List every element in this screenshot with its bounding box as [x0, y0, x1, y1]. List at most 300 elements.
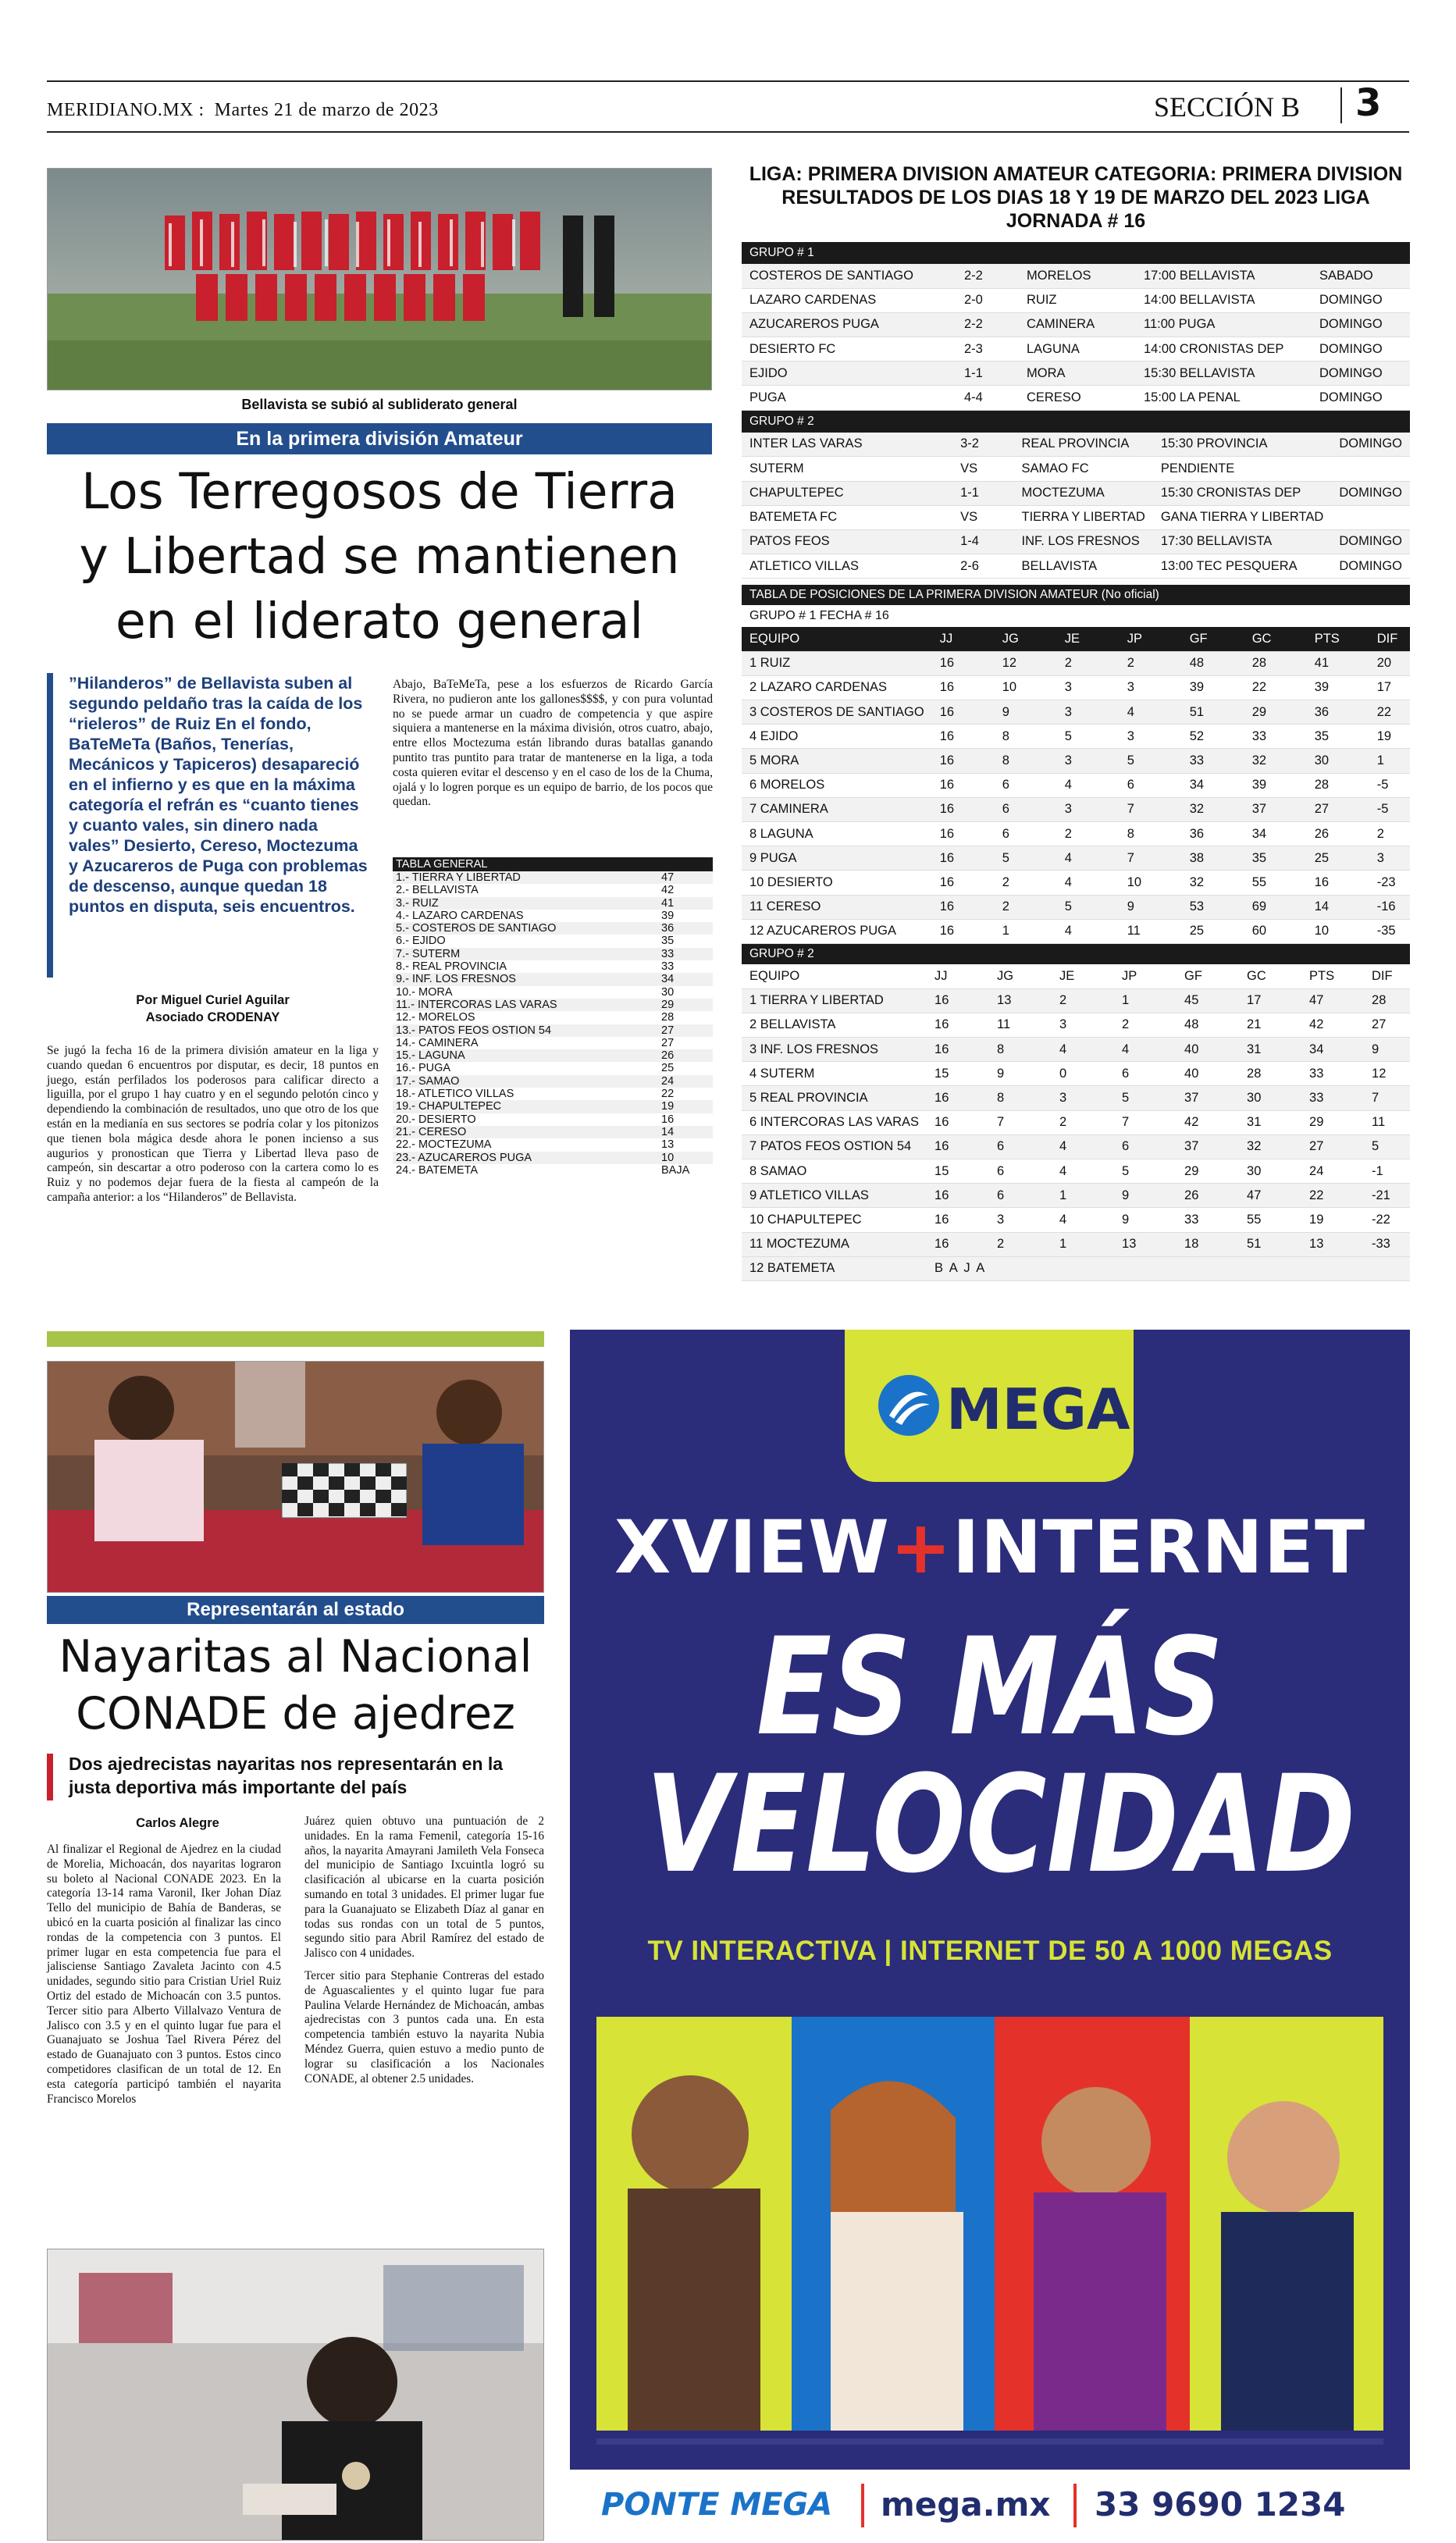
- standings-stat: 37: [1177, 1134, 1239, 1159]
- standings-stat: 39: [1307, 675, 1369, 700]
- standings-column-header: JP: [1120, 627, 1182, 651]
- result-home-team: DESIERTO FC: [742, 337, 956, 362]
- standings-stat: 8: [995, 749, 1057, 773]
- ad-slogan-line2: VELOCIDAD: [645, 1746, 1356, 1903]
- result-row: [742, 529, 1410, 554]
- standings-team: 4 EJIDO: [742, 725, 932, 749]
- general-table-points: 25: [661, 1062, 675, 1075]
- standings-stat: 11: [989, 1013, 1052, 1037]
- results-block: [742, 242, 1410, 579]
- result-day: DOMINGO: [1331, 433, 1410, 457]
- result-venue: 17:00 BELLAVISTA: [1136, 264, 1312, 288]
- results-group2-table: [742, 433, 1410, 579]
- standings-stat: 16: [932, 725, 995, 749]
- result-row: [742, 457, 1410, 481]
- general-table-team: 3.- RUIZ: [393, 897, 658, 910]
- result-home-team: PUGA: [742, 386, 956, 410]
- standings-stat: -33: [1364, 1232, 1410, 1256]
- article1-headline-line2: y Libertad se mantienen: [79, 528, 680, 585]
- result-row: [742, 264, 1410, 288]
- standings-stat: 5: [1120, 749, 1182, 773]
- general-table-points: 33: [661, 960, 675, 974]
- standings-header-row: [742, 964, 1410, 988]
- general-table-row: [393, 910, 713, 922]
- section-label: SECCIÓN B: [1154, 91, 1301, 123]
- standings-stat: 39: [1182, 675, 1244, 700]
- standings-stat: 38: [1182, 846, 1244, 871]
- standings-team: 9 ATLETICO VILLAS: [742, 1184, 927, 1208]
- result-home-team: PATOS FEOS: [742, 529, 952, 554]
- article1-headline: [47, 459, 712, 654]
- article2-deck: Dos ajedrecistas nayaritas nos representarán en la justa deportiva más importante del país: [69, 1754, 504, 1797]
- standings-stat: -35: [1369, 919, 1410, 943]
- general-table-team: 18.- ATLETICO VILLAS: [396, 1088, 514, 1101]
- standings-stat: 22: [1369, 700, 1410, 725]
- general-table-grid: [393, 871, 713, 1177]
- standings-stat: 60: [1244, 919, 1307, 943]
- standings-stat: 4: [1057, 871, 1120, 895]
- result-day: DOMINGO: [1312, 386, 1410, 410]
- standings-stat: 3: [1057, 700, 1120, 725]
- standings-stat: 3: [989, 1208, 1052, 1232]
- standings-stat: 16: [927, 1232, 989, 1256]
- article2-headline-line2: CONADE de ajedrez: [76, 1688, 515, 1740]
- result-row: [742, 337, 1410, 362]
- article1-byline: [47, 992, 379, 1026]
- result-home-team: COSTEROS DE SANTIAGO: [742, 264, 956, 288]
- standings-row: [742, 749, 1410, 773]
- chess-photo: [47, 1361, 544, 1593]
- standings-stat: 10: [1120, 871, 1182, 895]
- result-away-team: SAMAO FC: [1013, 457, 1152, 481]
- article2-byline: Carlos Alegre: [136, 1816, 219, 1830]
- standings-stat: 16: [932, 651, 995, 675]
- result-away-team: RUIZ: [1019, 288, 1136, 312]
- standings-stat: 6: [995, 797, 1057, 821]
- standings-stat: 55: [1239, 1208, 1301, 1232]
- result-score: VS: [952, 505, 1013, 529]
- standings-stat: 16: [1307, 871, 1369, 895]
- general-table-team: 13.- PATOS FEOS OSTION 54: [393, 1024, 658, 1037]
- standings-stat: 2: [995, 871, 1057, 895]
- standings-team: 2 LAZARO CARDENAS: [742, 675, 932, 700]
- general-table-row: [393, 1126, 713, 1138]
- standings-stat: 32: [1182, 871, 1244, 895]
- result-row: [742, 433, 1410, 457]
- standings-stat: -1: [1364, 1159, 1410, 1183]
- standings-stat: 4: [1114, 1038, 1177, 1062]
- result-row: [742, 288, 1410, 312]
- standings-stat: 33: [1244, 725, 1307, 749]
- standings-stat: 51: [1239, 1232, 1301, 1256]
- standings-stat: 16: [927, 1013, 989, 1037]
- general-table-row: [393, 1164, 713, 1177]
- standings-stat: 12: [995, 651, 1057, 675]
- result-venue: 15:00 LA PENAL: [1136, 386, 1312, 410]
- standings-stat: 55: [1244, 871, 1307, 895]
- general-table-team: 4.- LAZARO CARDENAS: [396, 909, 524, 922]
- standings-stat: 7: [1120, 797, 1182, 821]
- standings-stat: 17: [1369, 675, 1410, 700]
- standings-stat: 14: [1307, 895, 1369, 919]
- standings-stat: 33: [1301, 1086, 1364, 1110]
- standings-column-header: PTS: [1307, 627, 1369, 651]
- baja-text: B A J A: [927, 1256, 1410, 1280]
- standings-team: 8 LAGUNA: [742, 822, 932, 846]
- general-table-team: 10.- MORA: [396, 985, 453, 999]
- result-row: [742, 554, 1410, 579]
- standings-row: [742, 1013, 1410, 1037]
- standings-row: [742, 846, 1410, 871]
- general-table-team: 9.- INF. LOS FRESNOS: [393, 973, 658, 985]
- standings-stat: 21: [1239, 1013, 1301, 1037]
- general-table-row: [393, 1024, 713, 1037]
- ad-slogan: [645, 1608, 1356, 1903]
- result-day: [1331, 457, 1410, 481]
- standings-row: [742, 1208, 1410, 1232]
- standings-row: [742, 797, 1410, 821]
- article1-headline-line1: Los Terregosos de Tierra: [81, 463, 678, 520]
- standings-team: 12 AZUCAREROS PUGA: [742, 919, 932, 943]
- standings-stat: 9: [1114, 1184, 1177, 1208]
- standings-stat: 31: [1239, 1110, 1301, 1134]
- standings-stat: 6: [995, 822, 1057, 846]
- general-table-row: [393, 1011, 713, 1024]
- standings-stat: 33: [1177, 1208, 1239, 1232]
- general-table-team: 20.- DESIERTO: [396, 1113, 476, 1126]
- article2-top-bar: [47, 1331, 544, 1347]
- standings-stat: 9: [1114, 1208, 1177, 1232]
- standings-column-header: JJ: [927, 964, 989, 988]
- general-table-row: [393, 897, 713, 910]
- standings-team: 2 BELLAVISTA: [742, 1013, 927, 1037]
- result-away-team: INF. LOS FRESNOS: [1013, 529, 1152, 554]
- general-table-row: [393, 999, 713, 1011]
- standings-row: [742, 651, 1410, 675]
- result-away-team: CAMINERA: [1019, 312, 1136, 337]
- result-away-team: REAL PROVINCIA: [1013, 433, 1152, 457]
- result-score: 2-2: [956, 312, 1019, 337]
- general-table-points: 10: [658, 1152, 713, 1164]
- general-table-points: 16: [661, 1113, 675, 1126]
- standings-stat: 47: [1301, 988, 1364, 1013]
- general-table-team: 2.- BELLAVISTA: [396, 884, 479, 897]
- standings-column-header: JG: [995, 627, 1057, 651]
- results-group1-label: GRUPO # 1: [742, 242, 1410, 264]
- standings-column-header: JE: [1057, 627, 1120, 651]
- standings-row: [742, 895, 1410, 919]
- general-table-points: 36: [658, 922, 713, 935]
- standings-row: [742, 675, 1410, 700]
- standings-stat: 42: [1177, 1110, 1239, 1134]
- result-venue: 15:30 BELLAVISTA: [1136, 362, 1312, 386]
- general-table-points: 14: [658, 1126, 713, 1138]
- article2-deck-accent: [47, 1754, 53, 1800]
- general-table-points: 13: [661, 1138, 675, 1152]
- general-table-row: [393, 1049, 713, 1062]
- result-venue: 17:30 BELLAVISTA: [1153, 529, 1332, 554]
- result-day: DOMINGO: [1312, 312, 1410, 337]
- standings-team: 3 INF. LOS FRESNOS: [742, 1038, 927, 1062]
- standings-stat: 5: [1114, 1086, 1177, 1110]
- result-home-team: EJIDO: [742, 362, 956, 386]
- general-table-points: BAJA: [661, 1163, 690, 1177]
- standings-stat: 3: [1120, 675, 1182, 700]
- general-table-row: [393, 973, 713, 985]
- standings-row: [742, 988, 1410, 1013]
- general-table-points: 27: [661, 1036, 675, 1049]
- standings-stat: 2: [1057, 651, 1120, 675]
- mega-logo-swoosh: [878, 1375, 939, 1436]
- standings-row: [742, 1110, 1410, 1134]
- standings-stat: 16: [932, 749, 995, 773]
- standings-stat: -21: [1364, 1184, 1410, 1208]
- result-day: DOMINGO: [1331, 554, 1410, 579]
- result-away-team: MORA: [1019, 362, 1136, 386]
- standings-team: 7 CAMINERA: [742, 797, 932, 821]
- standings-stat: 16: [927, 1038, 989, 1062]
- result-day: DOMINGO: [1312, 288, 1410, 312]
- standings-stat: 22: [1301, 1184, 1364, 1208]
- standings-stat: 6: [1120, 773, 1182, 797]
- result-day: DOMINGO: [1331, 529, 1410, 554]
- general-table-team: 12.- MORELOS: [396, 1011, 475, 1024]
- standings-column-header: GF: [1182, 627, 1244, 651]
- standings-stat: 13: [1114, 1232, 1177, 1256]
- article1-kicker: En la primera división Amateur: [47, 423, 712, 454]
- general-table: [393, 857, 713, 1177]
- standings-stat: 2: [1057, 822, 1120, 846]
- standings-column-header: GC: [1244, 627, 1307, 651]
- ad-footer-site: mega.mx: [881, 2485, 1051, 2523]
- result-away-team: MOCTEZUMA: [1013, 481, 1152, 505]
- results-title: LIGA: PRIMERA DIVISION AMATEUR CATEGORIA: PRIMERA DIVISION RESULTADOS DE LOS DIAS 18 Y 19 DE MARZO DEL 2023 LIGA JORNADA # 16: [749, 163, 1403, 232]
- results-group1-table: [742, 264, 1410, 411]
- general-table-points: 33: [658, 948, 713, 960]
- result-away-team: CERESO: [1019, 386, 1136, 410]
- standings-team: 6 MORELOS: [742, 773, 932, 797]
- standings-stat: 16: [932, 822, 995, 846]
- general-table-row: [393, 1113, 713, 1126]
- general-table-row: [393, 884, 713, 896]
- standings-column-header: JE: [1052, 964, 1114, 988]
- general-table-points: 30: [661, 985, 675, 999]
- article2-headline-line1: Nayaritas al Nacional: [59, 1631, 532, 1683]
- standings-stat: 36: [1307, 700, 1369, 725]
- byline-role: Asociado CRODENAY: [145, 1010, 280, 1024]
- standings-stat: 3: [1052, 1013, 1114, 1037]
- standings-stat: 16: [932, 700, 995, 725]
- standings-stat: 2: [1114, 1013, 1177, 1037]
- general-table-points: 47: [658, 871, 713, 884]
- ad-people-panels: [596, 2017, 1383, 2431]
- standings-baja-row: [742, 1256, 1410, 1280]
- standings-stat: 9: [1364, 1038, 1410, 1062]
- standings-stat: 35: [1244, 846, 1307, 871]
- ad-headline-internet: INTERNET: [952, 1505, 1366, 1590]
- standings-team: 3 COSTEROS DE SANTIAGO: [742, 700, 932, 725]
- standings-stat: 16: [927, 1110, 989, 1134]
- standings-stat: 16: [932, 773, 995, 797]
- standings-stat: 29: [1244, 700, 1307, 725]
- standings-row: [742, 725, 1410, 749]
- ad-tagline: TV INTERACTIVA | INTERNET DE 50 A 1000 MEGAS: [647, 1936, 1333, 1966]
- standings-block: [742, 585, 1410, 1281]
- ad-people-illustration: [596, 2017, 1383, 2431]
- standings-stat: 13: [989, 988, 1052, 1013]
- standings-team: 5 MORA: [742, 749, 932, 773]
- standings-stat: 32: [1182, 797, 1244, 821]
- standings-stat: 2: [1369, 822, 1410, 846]
- general-table-points: 39: [661, 909, 675, 922]
- standings-stat: 27: [1364, 1013, 1410, 1037]
- standings-stat: 5: [1114, 1159, 1177, 1183]
- standings-stat: 9: [995, 700, 1057, 725]
- standings-stat: 4: [1120, 700, 1182, 725]
- standings-team: 11 CERESO: [742, 895, 932, 919]
- article2-body-col2: [304, 1815, 544, 2086]
- general-table-team: 19.- CHAPULTEPEC: [393, 1100, 658, 1113]
- standings-column-header: PTS: [1301, 964, 1364, 988]
- standings-stat: 16: [932, 895, 995, 919]
- standings-stat: 4: [1052, 1159, 1114, 1183]
- general-table-points: 26: [658, 1049, 713, 1062]
- result-home-team: INTER LAS VARAS: [742, 433, 952, 457]
- standings-stat: 37: [1177, 1086, 1239, 1110]
- standings-row: [742, 1159, 1410, 1183]
- standings-stat: 7: [989, 1110, 1052, 1134]
- general-table-team: 21.- CERESO: [393, 1126, 658, 1138]
- general-table-team: 6.- EJIDO: [396, 935, 446, 948]
- standings-stat: -23: [1369, 871, 1410, 895]
- ad-brand: MEGA: [946, 1377, 1130, 1442]
- standings-stat: 28: [1364, 988, 1410, 1013]
- standings-stat: 16: [932, 675, 995, 700]
- article1-body-col1: Se jugó la fecha 16 de la primera división amateur en la liga y cuando quedan 6 encuentros por disputar, es decir, 18 puntos en juego, están perfilados los poderosos para calificar directo a liguilla, por el grupo 1 hay cuatro y en el segundo pelotón cinco y dependiendo la combinación de resultados, uno que otro de los que están en la medianía en sus sectores se podría colar y los pitonizos que tienen bola mágica desde ahora le ponen incienso a sus augurios y pronostican que Tierra y Libertad lleva paso de campeón, sin descartar a otro poderoso con la cartera como lo es Ruiz y no podemos dejar fuera de la fiesta al campeón de la campaña anterior: a los “Hilanderos” de Bellavista.: [47, 1044, 379, 1204]
- general-table-team: 8.- REAL PROVINCIA: [396, 960, 507, 974]
- general-table-points: 42: [661, 884, 675, 897]
- standings-stat: 2: [1120, 651, 1182, 675]
- result-score: 1-4: [952, 529, 1013, 554]
- standings-row: [742, 871, 1410, 895]
- ad-headline-xview: XVIEW: [614, 1505, 890, 1590]
- general-table-team: 15.- LAGUNA: [393, 1049, 658, 1062]
- result-home-team: ATLETICO VILLAS: [742, 554, 952, 579]
- standings-stat: 48: [1182, 651, 1244, 675]
- standings-row: [742, 919, 1410, 943]
- general-table-row: [393, 1075, 713, 1088]
- ad-footer-cta: PONTE MEGA: [601, 2487, 833, 2523]
- standings-row: [742, 1134, 1410, 1159]
- standings-team: 4 SUTERM: [742, 1062, 927, 1086]
- standings-stat: 30: [1239, 1159, 1301, 1183]
- result-score: 2-2: [956, 264, 1019, 288]
- masthead-date: Martes 21 de marzo de 2023: [214, 100, 439, 120]
- article2-body-col1: Al finalizar el Regional de Ajedrez en la ciudad de Morelia, Michoacán, dos nayaritas lograron su boleto al Nacional CONADE 2023. En la categoría 13-14 rama Varonil, Iker Johan Díaz Tello del municipio de Bahía de Banderas, se ubicó en la cuarta posición al finalizar las cinco rondas de la competencia con 3 puntos. El primer lugar en esta competencia fue para el jalisciense Santiago Zavaleta Jacinto con 4.5 unidades, segundo sitio para Cristian Uriel Ruiz Ortiz del estado de Michoacán con 3.5 puntos. Tercer sitio para Alberto Villalvazo Ventura de Jalisco con 3.5 y en el quinto lugar fue para el Guanajuato se Joshua Tael Rivera Pérez del estado de Guanajuato con 3 puntos. Estos cinco competidores clasifican de un total de 12. En esta categoría participó también el nayarita Francisco Morelos: [47, 1843, 281, 2106]
- result-venue: 15:30 CRONISTAS DEP: [1153, 481, 1332, 505]
- standings-row: [742, 822, 1410, 846]
- general-table-team: 5.- COSTEROS DE SANTIAGO: [393, 922, 658, 935]
- standings-stat: 34: [1182, 773, 1244, 797]
- standings-team: 10 CHAPULTEPEC: [742, 1208, 927, 1232]
- standings-stat: 37: [1244, 797, 1307, 821]
- standings-stat: 6: [989, 1159, 1052, 1183]
- standings-stat: 1: [995, 919, 1057, 943]
- general-table-title: TABLA GENERAL: [393, 857, 713, 871]
- result-venue: 15:30 PROVINCIA: [1153, 433, 1332, 457]
- general-table-row: [393, 948, 713, 960]
- standings-stat: 47: [1239, 1184, 1301, 1208]
- standings-stat: -5: [1369, 773, 1410, 797]
- general-table-row: [393, 1037, 713, 1049]
- standings-column-header: JP: [1114, 964, 1177, 988]
- general-table-team: 1.- TIERRA Y LIBERTAD: [393, 871, 658, 884]
- result-home-team: SUTERM: [742, 457, 952, 481]
- standings-stat: 20: [1369, 651, 1410, 675]
- standings-stat: 39: [1244, 773, 1307, 797]
- standings-stat: 34: [1244, 822, 1307, 846]
- result-row: [742, 386, 1410, 410]
- ad-headline: [570, 1505, 1410, 1590]
- header-rule-top: [47, 80, 1409, 82]
- standings-stat: 29: [1177, 1159, 1239, 1183]
- standings-stat: 3: [1057, 749, 1120, 773]
- general-table-team: 7.- SUTERM: [393, 948, 658, 960]
- standings-stat: 52: [1182, 725, 1244, 749]
- standings-stat: 1: [1052, 1232, 1114, 1256]
- standings-stat: 2: [989, 1232, 1052, 1256]
- standings-stat: 10: [995, 675, 1057, 700]
- standings-team: 1 TIERRA Y LIBERTAD: [742, 988, 927, 1013]
- general-table-row: [393, 1152, 713, 1164]
- team-photo: [47, 168, 712, 390]
- general-table-row: [393, 1138, 713, 1151]
- mega-logo-icon: [878, 1375, 939, 1436]
- standings-stat: 4: [1057, 919, 1120, 943]
- general-table-row: [393, 986, 713, 999]
- standings-stat: 6: [1114, 1134, 1177, 1159]
- standings-title: TABLA DE POSICIONES DE LA PRIMERA DIVISION AMATEUR (No oficial): [742, 585, 1410, 605]
- result-day: SABADO: [1312, 264, 1410, 288]
- standings-stat: 6: [989, 1134, 1052, 1159]
- standings-stat: 5: [1057, 895, 1120, 919]
- standings-header-row: [742, 627, 1410, 651]
- general-table-points: 41: [658, 897, 713, 910]
- standings-stat: 41: [1307, 651, 1369, 675]
- standings-stat: -22: [1364, 1208, 1410, 1232]
- standings-stat: 6: [989, 1184, 1052, 1208]
- standings-stat: 22: [1244, 675, 1307, 700]
- general-table-points: 35: [661, 935, 675, 948]
- result-score: 1-1: [952, 481, 1013, 505]
- standings-stat: 13: [1301, 1232, 1364, 1256]
- result-home-team: LAZARO CARDENAS: [742, 288, 956, 312]
- standings-column-header: DIF: [1364, 964, 1410, 988]
- standings-stat: 32: [1244, 749, 1307, 773]
- standings-stat: 36: [1182, 822, 1244, 846]
- standings-row: [742, 1038, 1410, 1062]
- result-away-team: BELLAVISTA: [1013, 554, 1152, 579]
- standings-stat: 12: [1364, 1062, 1410, 1086]
- result-score: VS: [952, 457, 1013, 481]
- chess-player-image: [48, 2249, 544, 2541]
- general-table-row: [393, 1100, 713, 1113]
- standings-stat: 33: [1182, 749, 1244, 773]
- standings-column-header: EQUIPO: [742, 964, 927, 988]
- result-away-team: TIERRA Y LIBERTAD: [1013, 505, 1152, 529]
- header-rule-bottom: [47, 131, 1409, 133]
- standings-stat: 25: [1182, 919, 1244, 943]
